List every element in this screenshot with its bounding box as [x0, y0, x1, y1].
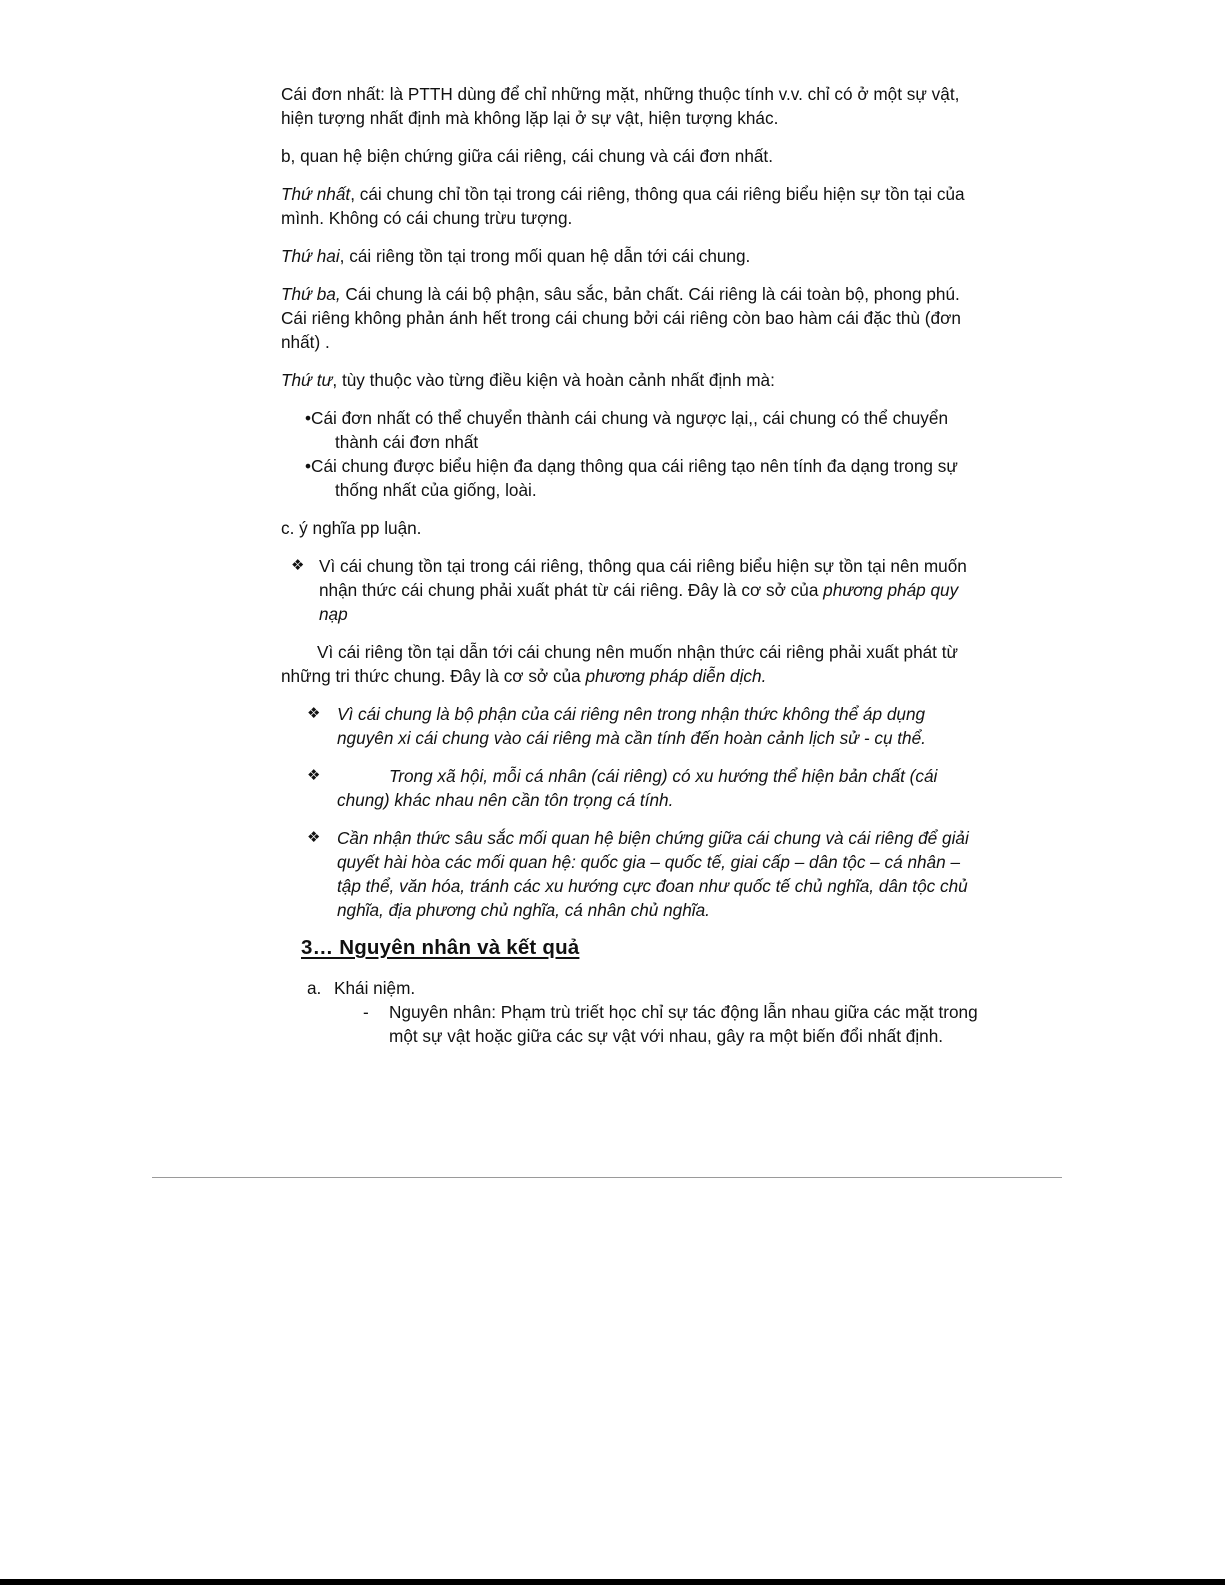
page-divider — [152, 1177, 1062, 1178]
section-3a-label: a. — [307, 978, 322, 998]
methodology-point-2-italic: phương pháp diễn dịch. — [585, 666, 767, 686]
methodology-point-1 — [291, 554, 981, 626]
third-point — [281, 282, 981, 354]
methodology-point-2-text: Vì cái riêng tồn tại dẫn tới cái chung nên muốn nhận thức cái riêng phải xuất phát từ những tri thức chung. Đây là cơ sở của — [281, 642, 959, 686]
methodology-point-1-italic: phương pháp quy nạp — [319, 580, 959, 624]
section-3-heading-text: 3… Nguyên nhân và kết quả — [301, 936, 580, 959]
italic-point — [307, 826, 981, 922]
fourth-point — [281, 368, 981, 392]
methodology-point-1-text: Vì cái chung tồn tại trong cái riêng, thông qua cái riêng biểu hiện sự tồn tại nên muốn nhận thức cái chung phải xuất phát từ cái riêng. Đây là cơ sở của — [319, 556, 967, 600]
bullet-mark: • — [305, 408, 312, 428]
section-3a-text: Khái niệm. — [334, 978, 416, 998]
diamond-bullet-icon: ❖ — [291, 557, 305, 574]
section-3-heading — [301, 936, 981, 960]
first-point — [281, 182, 981, 230]
first-point-lead: Thứ nhất — [281, 184, 351, 204]
fourth-point-bullets — [305, 406, 981, 502]
bullet-item — [305, 454, 981, 502]
section-b-heading: b, quan hệ biện chứng giữa cái riêng, cái chung và cái đơn nhất. — [281, 146, 773, 166]
italic-point — [307, 702, 981, 750]
page-bottom-edge — [0, 1579, 1225, 1585]
methodology-italic-points — [307, 702, 981, 922]
second-point — [281, 244, 981, 268]
diamond-bullet-icon: ❖ — [307, 705, 321, 722]
third-point-lead: Thứ ba, — [281, 284, 341, 304]
methodology-point-2 — [281, 640, 981, 688]
italic-point — [307, 764, 981, 812]
diamond-bullet-icon: ❖ — [307, 829, 321, 846]
bullet-text: Cái đơn nhất có thể chuyển thành cái chung và ngược lại,, cái chung có thể chuyển thành cái đơn nhất — [311, 408, 949, 452]
first-point-text: , cái chung chỉ tồn tại trong cái riêng, thông qua cái riêng biểu hiện sự tồn tại của mình. Không có cái chung trừu tượng. — [281, 184, 965, 228]
italic-point-text: Cần nhận thức sâu sắc mối quan hệ biện chứng giữa cái chung và cái riêng để giải quyết hài hòa các mối quan hệ: quốc gia – quốc tế, giai cấp – dân tộc – cá nhân – tập thể, văn hóa, tránh các xu hướng cực đoan như quốc tế chủ nghĩa, dân tộc chủ nghĩa, địa phương chủ nghĩa, cá nhân chủ nghĩa. — [337, 828, 969, 920]
page-content — [281, 82, 981, 1048]
cause-definition-text: Nguyên nhân: Phạm trù triết học chỉ sự tác động lẫn nhau giữa các mặt trong một sự vật hoặc giữa các sự vật với nhau, gây ra một biến đổi nhất định. — [389, 1002, 978, 1046]
second-point-lead: Thứ hai — [281, 246, 340, 266]
section-3a-heading — [307, 976, 981, 1000]
section-c-heading: c. ý nghĩa pp luận. — [281, 518, 422, 538]
cause-definition — [363, 1000, 981, 1048]
italic-point-text: Vì cái chung là bộ phận của cái riêng nên trong nhận thức không thể áp dụng nguyên xi cái chung vào cái riêng mà cần tính đến hoàn cảnh lịch sử - cụ thể. — [337, 704, 926, 748]
fourth-point-text: , tùy thuộc vào từng điều kiện và hoàn cảnh nhất định mà: — [332, 370, 775, 390]
definition-paragraph: Cái đơn nhất: là PTTH dùng để chỉ những mặt, những thuộc tính v.v. chỉ có ở một sự vật, hiện tượng nhất định mà không lặp lại ở sự vật, hiện tượng khác. — [281, 84, 960, 128]
dash-bullet: - — [363, 1002, 369, 1022]
second-point-text: , cái riêng tồn tại trong mối quan hệ dẫn tới cái chung. — [339, 246, 751, 266]
bullet-item — [305, 406, 981, 454]
bullet-text: Cái chung được biểu hiện đa dạng thông qua cái riêng tạo nên tính đa dạng trong sự thống nhất của giống, loài. — [311, 456, 958, 500]
fourth-point-lead: Thứ tư — [281, 370, 333, 390]
bullet-mark: • — [305, 456, 312, 476]
italic-point-text: Trong xã hội, mỗi cá nhân (cái riêng) có xu hướng thể hiện bản chất (cái chung) khác nhau nên cần tôn trọng cá tính. — [337, 766, 938, 810]
diamond-bullet-icon: ❖ — [307, 767, 321, 784]
third-point-text: Cái chung là cái bộ phận, sâu sắc, bản chất. Cái riêng là cái toàn bộ, phong phú. Cái riêng không phản ánh hết trong cái chung bởi cái riêng còn bao hàm cái đặc thù (đơn nhất) . — [281, 284, 961, 352]
